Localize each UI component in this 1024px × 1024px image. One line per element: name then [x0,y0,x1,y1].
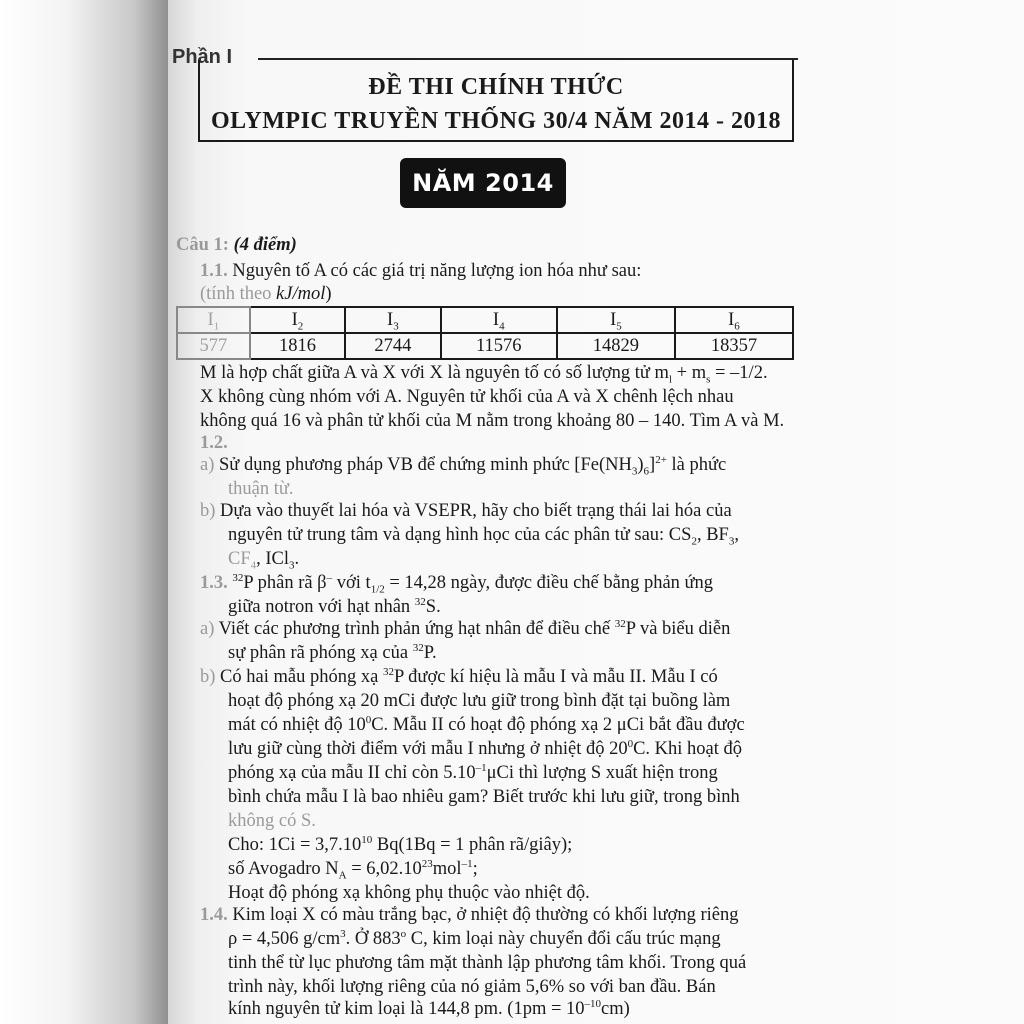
p11-m-line-3: không quá 16 và phân tử khối của M nằm trong khoảng 80 – 140. Tìm A và M. [200,411,785,431]
question-heading: Câu 1: (4 điểm) [176,235,297,255]
book-gutter-shadow [0,0,168,1024]
title-box [198,60,794,142]
p12a-line-1: a) Sử dụng phương pháp VB để chứng minh phức $[Fe(NH_3)_6]^{2+}$ là phức [200,453,727,478]
p14-line-2: ρ = 4,506 $g/cm^3$. Ở 883$^o$ C, kim loại này chuyển đổi cấu trúc mạng [228,927,721,949]
p11-m-line-1: M là hợp chất giữa A và X với X là nguyên tố có số lượng tử $m_l + m_s = -1/2$. [200,363,768,386]
p12b-line-2: nguyên tử trung tâm và dạng hình học của các phân tử sau: $CS_2$, $BF_3$, [228,525,739,548]
table-header-cell: $I_5$ [557,307,675,333]
table-cell: 1816 [250,333,345,359]
table-header-row [177,307,793,333]
p11-unit-line: (tính theo kJ/mol) [200,284,332,304]
p13-line-2: giữa notron với hạt nhân $^{32}$S. [228,595,441,617]
p13b-line-2: hoạt độ phóng xạ 20 mCi được lưu giữ trong bình đặt tại buồng làm [228,691,731,711]
p13-line-1: 1.3. $^{32}$P phân rã β– với $t_{1/2} = 14,28$ ngày, được điều chế bằng phản ứng [200,571,714,596]
part-label: Phần I [172,46,233,68]
p13b-line-7: không có S. [228,811,316,831]
table-header-cell: $I_1$ [177,307,250,333]
p13a-line-1: a) Viết các phương trình phản ứng hạt nhân để điều chế $^{32}$P và biểu diễn [200,617,731,639]
p13a-line-2: sự phân rã phóng xạ của $^{32}$P. [228,641,437,663]
table-cell: 18357 [675,333,793,359]
p14-line-5: kính nguyên tử kim loại là 144,8 pm. $(1pm = 10^{-10}cm)$ [228,997,630,1019]
p11-m-line-2: X không cùng nhóm với A. Nguyên tử khối của A và X chênh lệch nhau [200,387,734,407]
table-cell: 577 [177,333,250,359]
p14-line-1: 1.4. Kim loại X có màu trắng bạc, ở nhiệt độ thường có khối lượng riêng [200,905,739,925]
table-header-cell: $I_6$ [675,307,793,333]
p14-line-4: trình này, khối lượng riêng của nó giảm 5,6% so với ban đầu. Bán [228,977,716,997]
p12b-line-3: $CF_4$, ICl$_3$. [228,549,300,572]
p11-line-1: 1.1. Nguyên tố A có các giá trị năng lượng ion hóa như sau: [200,261,642,281]
table-cell: 2744 [345,333,440,359]
table-cell: 11576 [441,333,557,359]
table-value-row [177,333,793,359]
p13b-line-5: phóng xạ của mẫu II chỉ còn $5.10^{-1}\mu Ci$ thì lượng S xuất hiện trong [228,761,718,783]
title-line-1: ĐỀ THI CHÍNH THỨC [368,74,624,100]
p13b-line-1: b) Có hai mẫu phóng xạ $^{32}$P được kí hiệu là mẫu I và mẫu II. Mẫu I có [200,665,718,687]
p12a-line-2: thuận từ. [228,479,294,499]
table-header-cell: $I_4$ [441,307,557,333]
p13b-line-6: bình chứa mẫu I là bao nhiêu gam? Biết trước khi lưu giữ, trong bình [228,787,740,807]
given-line-1: Cho: $1Ci = 3,7.10^{10}$ Bq(1Bq = 1 phân rã/giây); [228,833,573,855]
given-line-3: Hoạt độ phóng xạ không phụ thuộc vào nhiệt độ. [228,883,590,903]
p14-line-3: tinh thể từ lục phương tâm mặt thành lập phương tâm khối. Trong quá [228,953,747,973]
p12-number: 1.2. [200,433,228,453]
table-header-cell: $I_3$ [345,307,440,333]
p13b-line-4: lưu giữ cùng thời điểm với mẫu I nhưng ở nhiệt độ $20^0C$. Khi hoạt độ [228,737,743,759]
table-cell: 14829 [557,333,675,359]
title-line-2: OLYMPIC TRUYỀN THỐNG 30/4 NĂM 2014 - 2018 [210,108,782,134]
year-badge: NĂM 2014 [400,158,566,208]
given-line-2: số Avogadro $N_A = 6,02.10^{23}mol^{-1}$; [228,857,478,882]
p12b-line-1: b) Dựa vào thuyết lai hóa và VSEPR, hãy cho biết trạng thái lai hóa của [200,501,732,521]
table-header-cell: $I_2$ [250,307,345,333]
p13b-line-3: mát có nhiệt độ $10^0C$. Mẫu II có hoạt độ phóng xạ 2 μCi bắt đầu được [228,713,745,735]
ionization-energy-table [176,306,794,360]
